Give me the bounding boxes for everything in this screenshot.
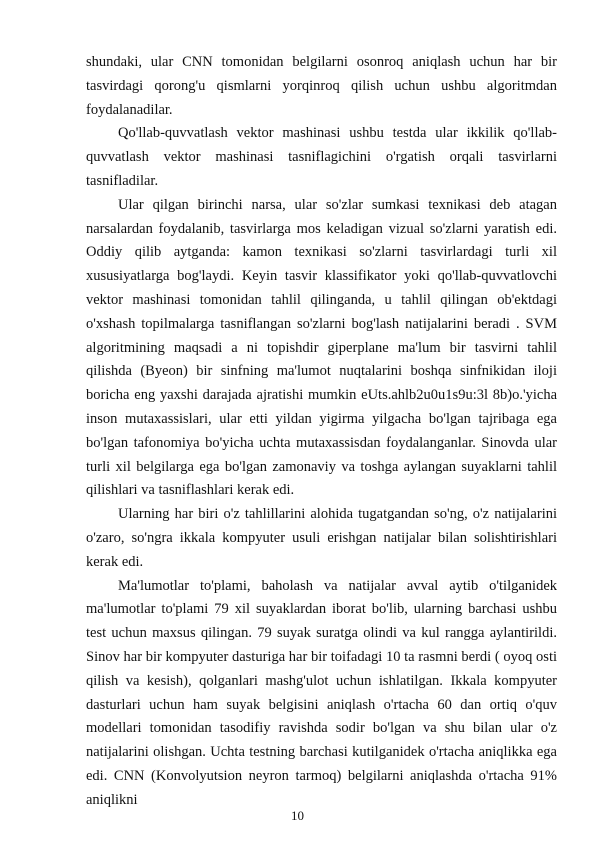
paragraph-dataset-results: Ma'lumotlar to'plami, baholash va natijalar avval aytib o'tilganidek ma'lumotlar to'plami 79 xil suyaklardan iborat bo'lib, ularning barchasi ushbu test uchun maxsus qilingan. 79 suyak suratga olindi va kul rangga aylantirildi. Sinov har bir kompyuter dasturiga har bir toifadagi 10 ta rasmni berdi ( oyoq osti qilish va kesish), qolganlari mashg'ulot uchun ishlatilgan. Ikkala kompyuter dasturlari uchun ham suyak belgisini aniqlash o'rtacha 60 dan ortiq o'quv modellari tomonidan tasodifiy ravishda sodir bo'lgan va shu bilan ular o'z natijalarini olishgan. Uchta testning barchasi kutilganidek o'rtacha aniqlikka ega edi. CNN (Konvolyutsion neyron tarmoq) belgilarni aniqlashda o'rtacha 91% aniqlikni: [86, 577, 557, 808]
paragraph-continuation: shundaki, ular CNN tomonidan belgilarni osonroq aniqlash uchun har bir tasvirdagi qorong'u qismlarni yorqinroq qilish uchun ushbu algoritmdan foydalanadilar.: [86, 54, 557, 118]
paragraph-bag-of-words: Ular qilgan birinchi narsa, ular so'zlar sumkasi texnikasi deb atagan narsalardan foydalanib, tasvirlarga mos keladigan vizual so'zlarni yaratish edi. Oddiy qilib aytganda: kamon texnikasi so'zlarni tasvirlardagi turli xil xususiyatlarga bog'laydi. Keyin tasvir klassifikator yoki qo'llab-quvvatlovchi vektor mashinasi tomonidan tahlil qilinganda, u tahlil qilingan ob'ektdagi o'xshash topilmalarga tasniflangan so'zlarni bog'lash natijalarini beradi . SVM algoritmining maqsadi a ni topishdir giperplane ma'lum bir tasvirni tahlil qilishda (Byeon) bir sinfning ma'lumot nuqtalarini boshqa sinfnikidan iloji boricha eng yaxshi darajada ajratishi mumkin eUts.ahlb2u0u1s9u:3l 8b)o.'yicha inson mutaxassislari, ular etti yildan yigirma yilgacha bo'lgan tajribaga ega bo'lgan tafonomiya bo'yicha uchta mutaxassisdan foydalanganlar. Sinovda ular turli xil belgilarga ega bo'lgan zamonaviy va toshga aylangan suyaklarni tahlil qilishlari va tasniflashlari kerak edi.: [86, 196, 557, 499]
document-body: [86, 51, 557, 813]
paragraph-comparison: Ularning har biri o'z tahlillarini alohida tugatgandan so'ng, o'z natijalarini o'zaro, so'ngra ikkala kompyuter usuli erishgan natijalar bilan solishtirishlari kerak edi.: [86, 506, 557, 570]
page-number: 10: [291, 808, 304, 823]
paragraph-svm-intro: Qo'llab-quvvatlash vektor mashinasi ushbu testda ular ikkilik qo'llab-quvvatlash vektor mashinasi tasniflagichini o'rgatish orqali tasvirlarni tasnifladilar.: [86, 125, 557, 189]
